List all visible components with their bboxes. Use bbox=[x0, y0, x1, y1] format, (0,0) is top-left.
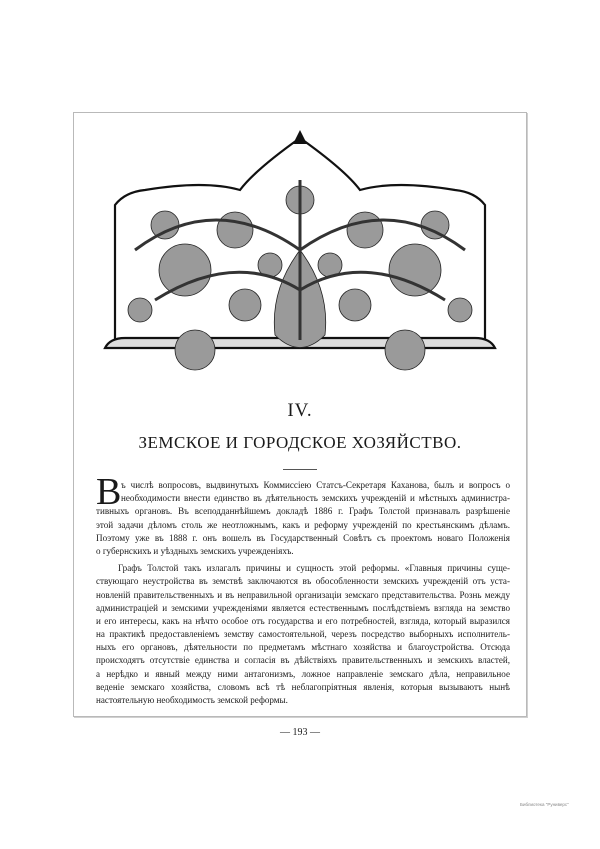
text-line: о губернскихъ и уѣздныхъ земскихъ учрежденіяхъ. bbox=[96, 545, 294, 556]
text-line: новленій правительственныхъ и въ неправильной организаціи земскаго представительства. Рознь между bbox=[96, 589, 510, 600]
text-line: и его интересы, какъ на нѣчто особое отъ государства и его потребностей, взгляда, который выразился bbox=[96, 615, 510, 626]
page-number: — 193 — bbox=[280, 727, 320, 738]
text-line: ствующаго неустройства въ земствѣ заключаются въ обособленности земскихъ учрежденій отъ уста- bbox=[96, 576, 510, 587]
text-line: этой задачи дѣломъ столь же неотложнымъ, какъ и реформу учрежденій по крестьянскимъ дѣламъ. bbox=[96, 519, 510, 530]
finial-icon bbox=[293, 130, 307, 144]
text-line: Поэтому уже въ 1888 г. онъ вошелъ въ Государственный Совѣтъ съ проектомъ новаго Положенія bbox=[96, 532, 510, 543]
body-text bbox=[96, 479, 510, 707]
text-line: происходятъ отсутствіе единства и согласія въ дѣйствіяхъ правительственныхъ и земскихъ властей, bbox=[96, 655, 510, 666]
chapter-title: ЗЕМСКОЕ И ГОРОДСКОЕ ХОЗЯЙСТВО. bbox=[138, 433, 462, 452]
headpiece-ornament bbox=[95, 130, 505, 390]
text-line: Графъ Толстой такъ излагалъ причины и сущность этой реформы. «Главныя причины суще- bbox=[118, 563, 510, 574]
watermark: Библиотека "Руниверс" bbox=[520, 802, 569, 807]
text-line: тивныхъ органовъ. Въ всеподданнѣйшемъ докладѣ 1886 г. Графъ Толстой признавалъ разрѣшеніе bbox=[96, 506, 510, 517]
text-line: веденіе земскаго хозяйства, словомъ всѣ тѣ неблагопріятныя явленія, которыя вызываютъ нынѣ bbox=[96, 681, 510, 692]
drop-cap: В bbox=[96, 471, 122, 513]
text-line: ъ числѣ вопросовъ, выдвинутыхъ Коммиссіею Статсъ-Секретаря Каханова, былъ и вопросъ о bbox=[121, 480, 510, 490]
text-line: настоятельную необходимость земской реформы. bbox=[96, 695, 288, 705]
text-line: администраціей и земскими учрежденіями является естественнымъ послѣдствіемъ взгляда на земство bbox=[96, 602, 510, 613]
title-divider bbox=[283, 469, 317, 470]
paragraph-1 bbox=[96, 479, 510, 558]
chapter-number: IV. bbox=[287, 400, 313, 421]
text-line: необходимости внести единство въ дѣятельность земскихъ учрежденій и мѣстныхъ администра- bbox=[121, 493, 510, 504]
paragraph-2 bbox=[96, 562, 510, 707]
text-line: ныхъ его органовъ, дѣятельности по предметамъ мѣстнаго хозяйства и благоустройства. Отсюда bbox=[96, 642, 510, 653]
text-line: а нерѣдко и явный между ними антагонизмъ, ложное направленіе земскаго дѣла, неправильное bbox=[96, 668, 510, 679]
text-line: на практикѣ предоставленіемъ земству самостоятельной, черезъ посредство выборныхъ исполнитель- bbox=[96, 629, 510, 640]
